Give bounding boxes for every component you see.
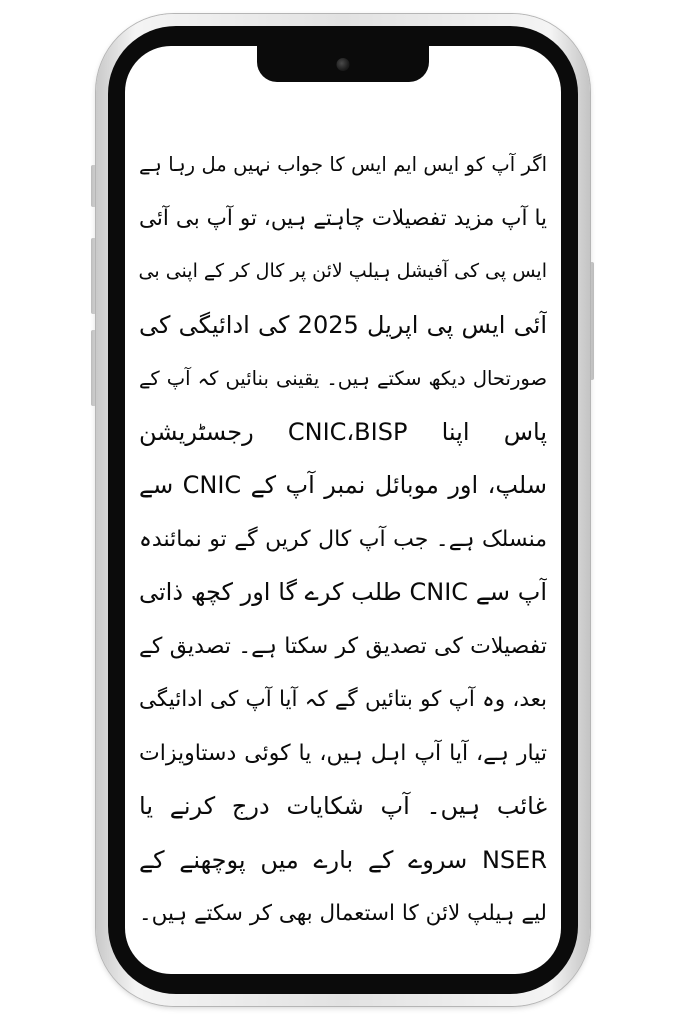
phone-screen xyxy=(125,46,561,974)
phone-bezel xyxy=(108,26,578,994)
phone-frame xyxy=(96,14,590,1006)
front-camera-icon xyxy=(337,58,350,71)
article-line: NSER سروے کے بارے میں پوچھنے کے xyxy=(139,845,547,874)
article-line: بعد، وہ آپ کو بتائیں گے کہ آیا آپ کی ادائیگی xyxy=(139,687,547,712)
article-line: آپ سے CNIC طلب کرے گا اور کچھ ذاتی xyxy=(139,578,547,606)
article-line: غائب ہیں۔ آپ شکایات درج کرنے یا xyxy=(139,792,547,820)
article-line: تیار ہے، آیا آپ اہل ہیں، یا کوئی دستاویزات xyxy=(139,740,547,766)
article-text xyxy=(139,138,547,941)
phone-notch xyxy=(257,46,429,82)
article-line: سلپ، اور موبائل نمبر آپ کے CNIC سے xyxy=(139,471,547,499)
article-line: یا آپ مزید تفصیلات چاہتے ہیں، تو آپ بی آئی xyxy=(139,205,547,231)
article-line: آئی ایس پی اپریل 2025 کی ادائیگی کی xyxy=(139,310,547,339)
article-line: ایس پی کی آفیشل ہیلپ لائن پر کال کر کے اپنی بی xyxy=(139,260,547,282)
article-line: اگر آپ کو ایس ایم ایس کا جواب نہیں مل رہا ہے xyxy=(139,153,547,176)
article-line: منسلک ہے۔ جب آپ کال کریں گے تو نمائندہ xyxy=(139,526,547,552)
article-line: صورتحال دیکھ سکتے ہیں۔ یقینی بنائیں کہ آپ کے xyxy=(139,367,547,390)
article-line: تفصیلات کی تصدیق کر سکتا ہے۔ تصدیق کے xyxy=(139,633,547,659)
article-line: پاس اپنا CNIC،BISP رجسٹریشن xyxy=(139,417,547,446)
article-line: لیے ہیلپ لائن کا استعمال بھی کر سکتے ہیں۔ xyxy=(139,901,547,926)
